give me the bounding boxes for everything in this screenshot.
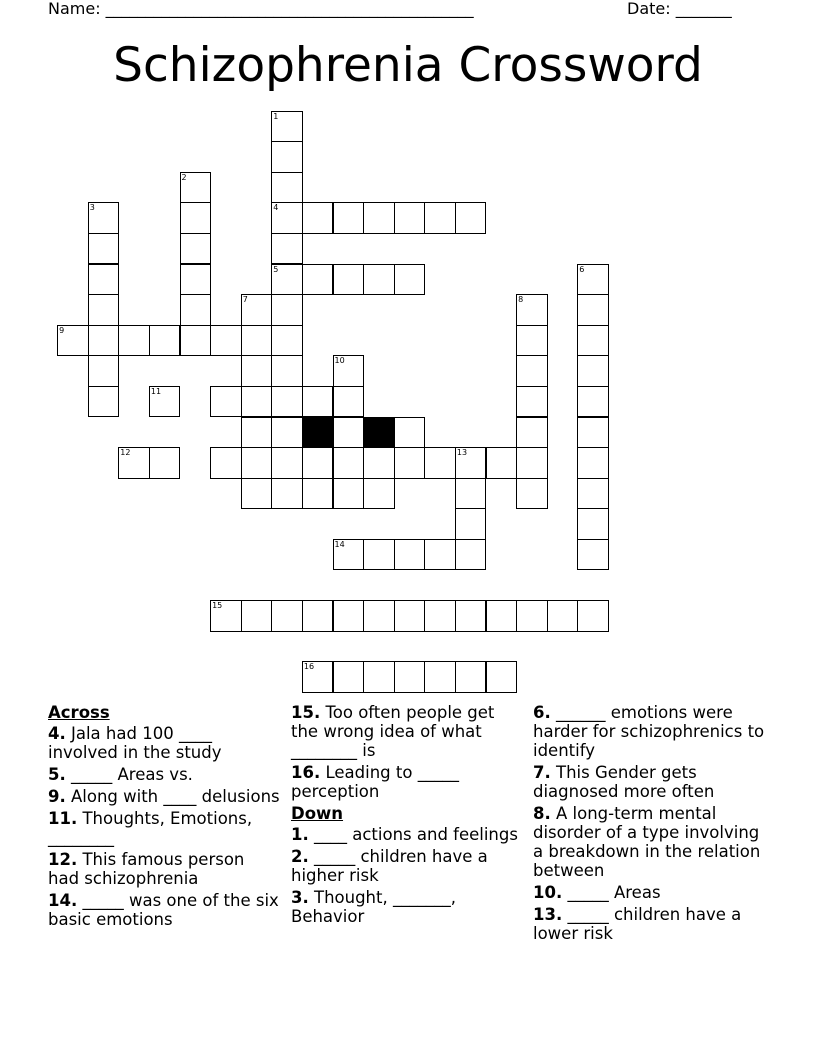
crossword-cell[interactable] [88, 294, 120, 326]
crossword-cell[interactable] [577, 478, 609, 510]
clue-item-number: 1. [291, 825, 309, 844]
crossword-cell[interactable] [577, 325, 609, 357]
clue-number: 1 [273, 111, 279, 121]
clue-item-number: 7. [533, 763, 551, 782]
crossword-cell[interactable] [180, 202, 212, 234]
crossword-cell[interactable] [302, 478, 334, 510]
clue-item [48, 850, 280, 888]
clue-item-text: _____ was one of the six basic emotions [48, 891, 279, 929]
crossword-cell[interactable] [516, 478, 548, 510]
crossword-cell[interactable] [57, 325, 89, 357]
crossword-cell[interactable] [118, 447, 150, 479]
crossword-cell[interactable] [516, 355, 548, 387]
across-heading: Across [48, 703, 110, 722]
crossword-cell[interactable] [88, 264, 120, 296]
crossword-cell[interactable] [516, 600, 548, 632]
crossword-cell[interactable] [241, 417, 273, 449]
clue-number: 14 [334, 539, 345, 549]
clues-column-3 [533, 703, 773, 946]
crossword-cell[interactable] [394, 417, 426, 449]
clue-item [48, 809, 280, 847]
crossword-cell[interactable] [271, 325, 303, 357]
crossword-cell[interactable] [180, 264, 212, 296]
clue-item [533, 703, 773, 760]
clue-item-number: 14. [48, 891, 78, 910]
crossword-cell[interactable] [363, 478, 395, 510]
clue-item-text: ____ actions and feelings [308, 825, 518, 844]
crossword-cell[interactable] [516, 325, 548, 357]
clue-item-text: _____ Areas [562, 883, 661, 902]
clue-item [291, 888, 523, 926]
clues-column-2 [291, 703, 523, 929]
down-heading: Down [291, 804, 344, 823]
crossword-cell[interactable] [302, 264, 334, 296]
crossword-cell[interactable] [302, 600, 334, 632]
crossword-cell[interactable] [88, 233, 120, 265]
crossword-cell[interactable] [577, 539, 609, 571]
crossword-cell[interactable] [180, 325, 212, 357]
crossword-cell[interactable] [180, 233, 212, 265]
name-field-label: Name: ______________________________________________ [48, 0, 474, 18]
crossword-cell[interactable] [149, 386, 181, 418]
crossword-cell[interactable] [486, 447, 518, 479]
date-field-label: Date: _______ [627, 0, 732, 18]
clue-item [291, 825, 523, 844]
crossword-cell[interactable] [271, 447, 303, 479]
clue-item-text: _____ children have a higher risk [291, 847, 488, 885]
crossword-cell[interactable] [394, 447, 426, 479]
crossword-cell[interactable] [210, 447, 242, 479]
crossword-cell[interactable] [424, 600, 456, 632]
clue-item [291, 763, 523, 801]
clue-number: 6 [579, 264, 585, 274]
clue-item-number: 11. [48, 809, 78, 828]
clue-item [533, 905, 773, 943]
crossword-cell[interactable] [577, 508, 609, 540]
clue-item-text: This Gender gets diagnosed more often [533, 763, 715, 801]
clue-item [291, 703, 523, 760]
crossword-cell[interactable] [547, 600, 579, 632]
crossword-cell[interactable] [302, 386, 334, 418]
crossword-cell[interactable] [271, 294, 303, 326]
crossword-cell[interactable] [455, 508, 487, 540]
clue-number: 16 [303, 662, 315, 672]
crossword-cell[interactable] [333, 355, 365, 387]
clue-number: 13 [456, 448, 468, 458]
crossword-cell[interactable] [271, 141, 303, 173]
crossword-cell[interactable] [363, 661, 395, 693]
crossword-cell[interactable] [363, 202, 395, 234]
clue-number: 12 [120, 448, 131, 458]
clue-item [48, 787, 280, 806]
clue-item-text: A long-term mental disorder of a type involving a breakdown in the relation between [533, 804, 761, 880]
crossword-cell[interactable] [363, 600, 395, 632]
clue-item-text: _____ children have a lower risk [533, 905, 742, 943]
crossword-cell[interactable] [577, 600, 609, 632]
crossword-cell[interactable] [333, 386, 365, 418]
crossword-cell[interactable] [180, 172, 212, 204]
crossword-cell[interactable] [333, 417, 365, 449]
crossword-cell[interactable] [118, 325, 150, 357]
crossword-cell[interactable] [88, 386, 120, 418]
crossword-cell[interactable] [577, 294, 609, 326]
crossword-cell[interactable] [149, 447, 181, 479]
clue-item [533, 763, 773, 801]
clue-item [48, 724, 280, 762]
clue-item-number: 9. [48, 787, 66, 806]
crossword-cell[interactable] [271, 111, 303, 143]
crossword-cell[interactable] [241, 294, 273, 326]
crossword-cell[interactable] [394, 264, 426, 296]
crossword-cell[interactable] [455, 600, 487, 632]
crossword-cell[interactable] [88, 355, 120, 387]
crossword-cell[interactable] [333, 661, 365, 693]
crossword-cell[interactable] [455, 202, 487, 234]
clue-number: 15 [212, 601, 223, 611]
crossword-cell[interactable] [210, 325, 242, 357]
clue-number: 9 [59, 325, 65, 335]
across-clue-list-continued [291, 703, 523, 801]
crossword-cell[interactable] [302, 661, 334, 693]
crossword-cell[interactable] [577, 264, 609, 296]
crossword-cell[interactable] [516, 447, 548, 479]
crossword-cell[interactable] [577, 447, 609, 479]
clue-item-text: Too often people get the wrong idea of what ________ is [291, 703, 495, 760]
clue-number: 7 [242, 295, 248, 305]
crossword-cell[interactable] [577, 417, 609, 449]
crossword-cell[interactable] [516, 386, 548, 418]
crossword-cell[interactable] [241, 478, 273, 510]
crossword-cell[interactable] [486, 600, 518, 632]
crossword-cell[interactable] [241, 325, 273, 357]
clue-item-text: Leading to _____ perception [291, 763, 459, 801]
crossword-cell[interactable] [333, 478, 365, 510]
crossword-cell[interactable] [455, 661, 487, 693]
crossword-cell[interactable] [241, 386, 273, 418]
clue-item-number: 4. [48, 724, 66, 743]
clue-item-text: Thoughts, Emotions, ________ [48, 809, 253, 847]
crossword-cell[interactable] [241, 355, 273, 387]
clue-number: 11 [150, 386, 162, 396]
crossword-cell[interactable] [302, 202, 334, 234]
clue-item-text: This famous person had schizophrenia [48, 850, 245, 888]
crossword-cell[interactable] [424, 202, 456, 234]
clue-number: 3 [89, 203, 95, 213]
crossword-cell[interactable] [271, 417, 303, 449]
crossword-cell[interactable] [577, 386, 609, 418]
clue-item [291, 847, 523, 885]
clue-item-number: 8. [533, 804, 551, 823]
crossword-cell[interactable] [394, 661, 426, 693]
clue-item-number: 12. [48, 850, 78, 869]
crossword-cell[interactable] [363, 539, 395, 571]
crossword-cell[interactable] [394, 600, 426, 632]
clue-item-number: 2. [291, 847, 309, 866]
crossword-cell[interactable] [455, 539, 487, 571]
clue-number: 10 [334, 356, 345, 366]
clue-item-number: 6. [533, 703, 551, 722]
crossword-black-cell [302, 417, 334, 449]
crossword-cell[interactable] [516, 294, 548, 326]
clue-number: 2 [181, 172, 187, 182]
crossword-cell[interactable] [333, 447, 365, 479]
crossword-cell[interactable] [271, 233, 303, 265]
clue-number: 4 [273, 203, 279, 213]
crossword-cell[interactable] [424, 661, 456, 693]
crossword-cell[interactable] [210, 386, 242, 418]
crossword-cell[interactable] [210, 600, 242, 632]
crossword-cell[interactable] [486, 661, 518, 693]
down-clue-list [291, 825, 523, 926]
crossword-cell[interactable] [363, 447, 395, 479]
crossword-cell[interactable] [577, 355, 609, 387]
crossword-cell[interactable] [241, 600, 273, 632]
clue-item-text: Along with ____ delusions [65, 787, 280, 806]
crossword-cell[interactable] [394, 202, 426, 234]
crossword-cell[interactable] [271, 478, 303, 510]
clue-item [533, 804, 773, 880]
across-clue-list [48, 724, 280, 929]
crossword-cell[interactable] [88, 202, 120, 234]
crossword-cell[interactable] [271, 600, 303, 632]
crossword-cell[interactable] [455, 478, 487, 510]
crossword-cell[interactable] [271, 355, 303, 387]
page-title: Schizophrenia Crossword [113, 38, 703, 93]
clue-item-number: 13. [533, 905, 563, 924]
crossword-cell[interactable] [424, 447, 456, 479]
crossword-cell[interactable] [271, 264, 303, 296]
clue-item-number: 3. [291, 888, 309, 907]
crossword-cell[interactable] [271, 386, 303, 418]
crossword-cell[interactable] [455, 447, 487, 479]
clue-item-number: 10. [533, 883, 563, 902]
clue-item [48, 891, 280, 929]
clue-item [48, 765, 280, 784]
crossword-cell[interactable] [241, 447, 273, 479]
clue-item-text: Jala had 100 ____ involved in the study [48, 724, 222, 762]
crossword-cell[interactable] [302, 447, 334, 479]
crossword-cell[interactable] [180, 294, 212, 326]
down-clue-list-continued [533, 703, 773, 943]
crossword-cell[interactable] [149, 325, 181, 357]
crossword-cell[interactable] [88, 325, 120, 357]
clue-item-text: ______ emotions were harder for schizophrenics to identify [533, 703, 765, 760]
clue-item-text: _____ Areas vs. [65, 765, 193, 784]
clue-item-number: 5. [48, 765, 66, 784]
crossword-cell[interactable] [333, 600, 365, 632]
crossword-cell[interactable] [363, 264, 395, 296]
crossword-cell[interactable] [333, 539, 365, 571]
clue-item-number: 15. [291, 703, 321, 722]
crossword-cell[interactable] [424, 539, 456, 571]
clue-item-text: Thought, _______, Behavior [291, 888, 456, 926]
clues-column-1 [48, 703, 280, 932]
crossword-cell[interactable] [333, 264, 365, 296]
clue-number: 8 [518, 295, 524, 305]
clue-item-number: 16. [291, 763, 321, 782]
crossword-black-cell [363, 417, 395, 449]
clue-item [533, 883, 773, 902]
crossword-cell[interactable] [271, 202, 303, 234]
crossword-cell[interactable] [516, 417, 548, 449]
crossword-cell[interactable] [271, 172, 303, 204]
crossword-cell[interactable] [333, 202, 365, 234]
clue-number: 5 [273, 264, 279, 274]
crossword-cell[interactable] [394, 539, 426, 571]
